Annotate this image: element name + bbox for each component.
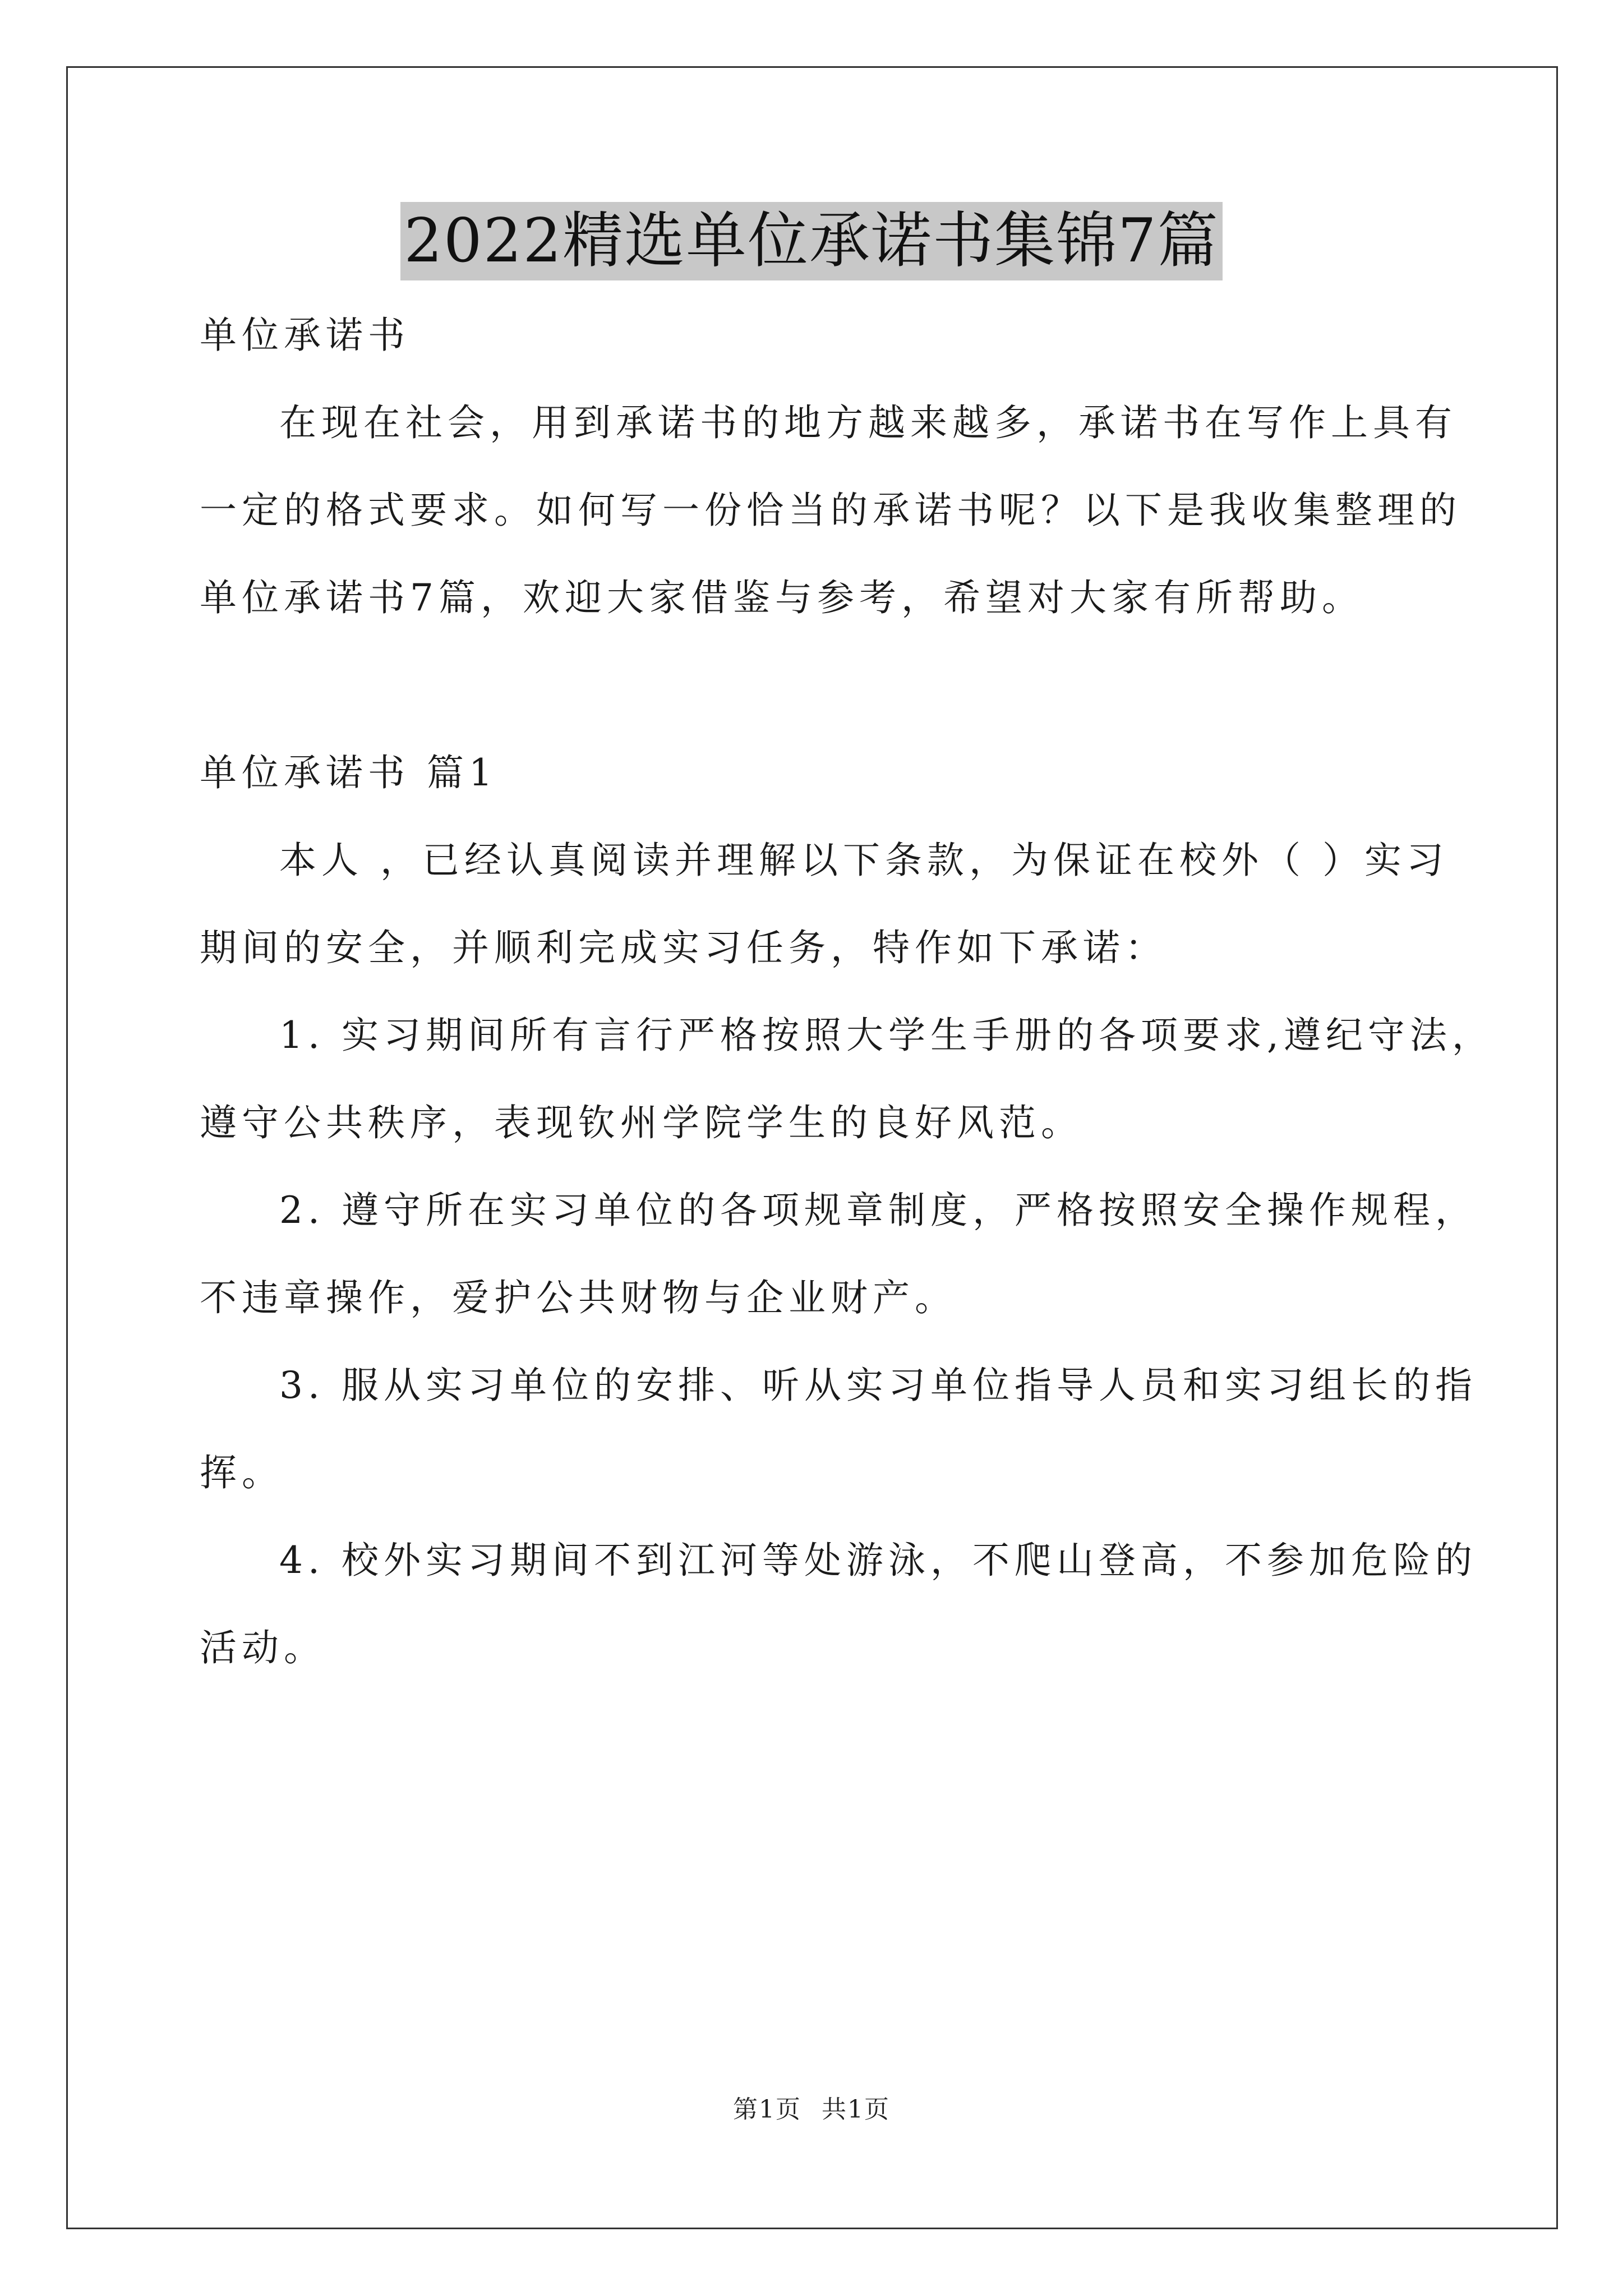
paragraph-line: 活动。: [200, 1626, 326, 1669]
title-wrap: [0, 202, 1623, 280]
intro-line: 一定的格式要求。如何写一份恰当的承诺书呢？以下是我收集整理的: [200, 489, 1461, 532]
page-footer: [0, 2089, 1623, 2125]
paragraph-line: 2. 遵守所在实习单位的各项规章制度，严格按照安全操作规程，: [279, 1189, 1477, 1232]
paragraph-line: 遵守公共秩序，表现钦州学院学生的良好风范。: [200, 1101, 1083, 1144]
page-number: 第1页: [733, 2095, 801, 2124]
paragraph-line: 4. 校外实习期间不到江河等处游泳，不爬山登高，不参加危险的: [279, 1539, 1477, 1582]
page-total: 共1页: [822, 2095, 890, 2124]
intro-line: 单位承诺书7篇，欢迎大家借鉴与参考，希望对大家有所帮助。: [200, 576, 1364, 619]
paragraph-line: 3. 服从实习单位的安排、听从实习单位指导人员和实习组长的指: [279, 1364, 1477, 1407]
section-heading: 单位承诺书 篇1: [200, 751, 497, 794]
paragraph-line: 本人 ，已经认真阅读并理解以下条款，为保证在校外（ ）实习: [279, 839, 1449, 882]
document-title: 2022精选单位承诺书集锦7篇: [400, 202, 1223, 280]
paragraph-line: 1. 实习期间所有言行严格按照大学生手册的各项要求,遵纪守法，: [279, 1014, 1494, 1057]
paragraph-line: 期间的安全，并顺利完成实习任务，特作如下承诺：: [200, 926, 1167, 969]
paragraph-line: 不违章操作，爱护公共财物与企业财产。: [200, 1276, 957, 1319]
intro-heading: 单位承诺书: [200, 314, 410, 357]
paragraph-line: 挥。: [200, 1451, 284, 1494]
intro-line: 在现在社会，用到承诺书的地方越来越多，承诺书在写作上具有: [279, 401, 1457, 444]
document-body: [200, 292, 1494, 1692]
section-gap: [200, 642, 1433, 729]
